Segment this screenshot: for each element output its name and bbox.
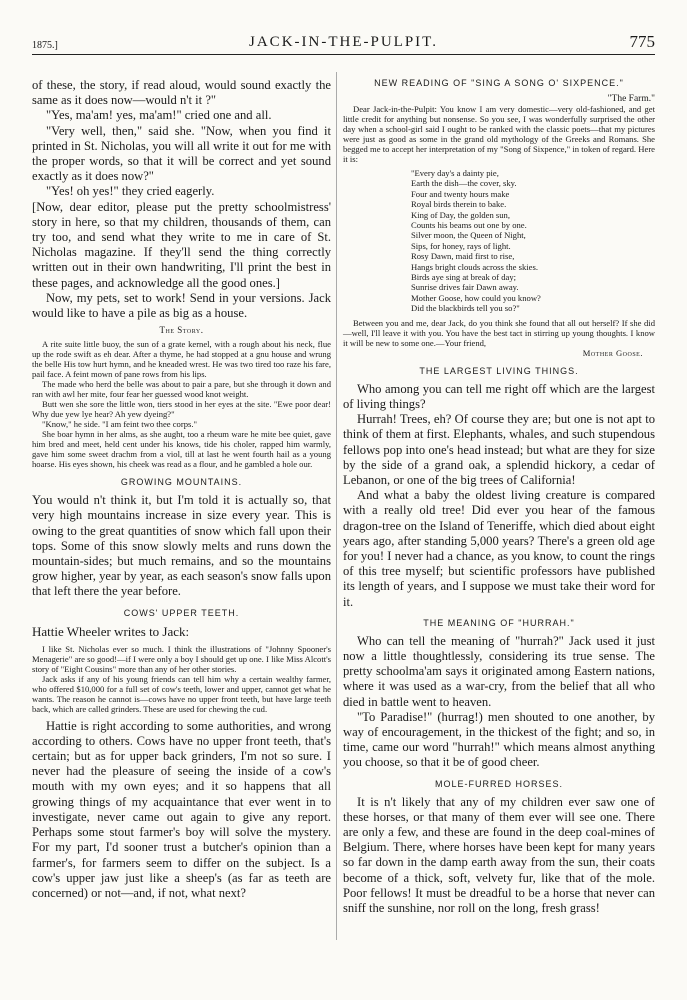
story-paragraph: Butt wen she sore the little won, tiers stood in her eyes at the site. "Ewe poor dear! Why due yew lye hear? Ah yew dyeing?" (32, 399, 331, 420)
section-heading: COWS' UPPER TEETH. (123, 607, 240, 618)
letter-paragraph: Dear Jack-in-the-Pulpit: You know I am very domestic—very old-fashioned, and get little credit for anything but nonsense. So you see, I was wonderfully surprised the other day when a school-girl said I ought to be ranked with the classic poets—that my pictures were just as good as some in the grand old mythology of the Greeks and Romans. She begged me to accept her interpretation of my "Song of Sixpence," in token of regard. Here it is: (343, 104, 655, 164)
poem-line: Did the blackbirds tell you so?" (411, 303, 520, 314)
page-number: 775 (629, 32, 655, 51)
paragraph: Hurrah! Trees, eh? Of course they are; but one is not apt to think of them at first. Elephants, whales, and such stupendous fellows pop into one's head instead; but what are they for size by the side of a grand oak, a splendid hickory, a cedar of Lebanon, or one of the big trees of California! (343, 412, 655, 487)
paragraph: Who among you can tell me right off which are the largest of living things? (343, 381, 655, 411)
letter-paragraph: Between you and me, dear Jack, do you think she found that all out herself? If she did—well, I'll leave it with you. You have the best tact in stirring up young thoughts. I know it will be new to some one.—Your friend, (343, 317, 655, 348)
poem-line: Mother Goose, how could you know? (411, 292, 541, 303)
right-column (343, 78, 655, 916)
letter-paragraph: I like St. Nicholas ever so much. I think the illustrations of "Johnny Spooner's Menagerie" are so good!—if I were only a boy I should get up one. I like Miss Alcott's story of "Eight Cousins" more than any of her other stories. (32, 643, 331, 674)
poem-line: "Every day's a dainty pie, (411, 168, 499, 178)
section-heading: THE LARGEST LIVING THINGS. (419, 365, 579, 376)
poem-line: Counts his beams out one by one. (411, 220, 527, 231)
intro-section (32, 78, 331, 321)
story-paragraph: She boar hymn in her alms, as she aught, too a rheum ware he mite bee quiet, gave him bred and meet, held cent under his knows, tide his choler, rapped him warmly, gave him some sweet drachm from a viol, till at last he went fourth hail as a young hoarse. His eyes shown, his cheek was read as a flour, and he gambled a hole our. (32, 429, 331, 470)
section-heading: GROWING MOUNTAINS. (120, 477, 243, 488)
poem-line: Earth the dish—the cover, sky. (411, 178, 517, 189)
largest-section (343, 382, 655, 610)
poem-line: Silver moon, the Queen of Night, (411, 230, 526, 241)
hurrah-section (343, 634, 655, 771)
paragraph: Now, my pets, set to work! Send in your versions. Jack would like to have a pile as big as a house. (32, 290, 331, 321)
poem-line: King of Day, the golden sun, (411, 209, 510, 220)
section-heading: MOLE-FURRED HORSES. (434, 778, 563, 789)
section-heading: NEW READING OF "SING A SONG O' SIXPENCE." (374, 78, 624, 88)
running-title: JACK-IN-THE-PULPIT. (249, 34, 438, 50)
paragraph: [Now, dear editor, please put the pretty schoolmistress' story in here, so that my children, thousands of them, can try too, and send what they write to me in care of St. Nicholas magazine. If they'll send the thing correctly written out in their own handwriting, I'll print the best in these pages, and acknowledge all the good ones.] (32, 199, 331, 290)
sixpence-letter (343, 104, 655, 164)
letter-paragraph: Jack asks if any of his young friends can tell him why a certain wealthy farmer, who offered $10,000 for a full set of cow's teeth, lower and upper, cannot get what he wants. The reason he cannot is—cows have no upper front teeth, but have large teeth back, which are called grinders. These are used for chewing the cud. (32, 673, 331, 714)
poem-line: Birds aye sing at break of day; (411, 272, 517, 283)
story-title: The Story. (159, 325, 204, 336)
story-paragraph: "Know," he side. "I am feint two thee corps." (42, 419, 197, 430)
paragraph: Who can tell the meaning of "hurrah?" Jack used it just now a little thoughtlessly, considering its true sense. The pretty schoolma'am says it originated among Eastern nations, where it was used as a war-cry, from the belief that all who died in battle went to heaven. (343, 633, 655, 709)
letter-lead: Hattie Wheeler writes to Jack: (32, 623, 190, 639)
poem-line: Four and twenty hours make (411, 188, 510, 199)
page-header (32, 30, 655, 55)
paragraph: "Yes! oh yes!" they cried eagerly. (46, 184, 215, 199)
section-heading: THE MEANING OF "HURRAH." (423, 617, 575, 628)
horses-section (343, 795, 655, 917)
paragraph: And what a baby the oldest living creature is compared with a really old tree! Did ever you hear of the famous dragon-tree on the Island of Teneriffe, which died about eight years ago, after standing 5,000 years? There's a green old age for you! I never had a chance, as you know, to count the rings of this tree myself; but scientific professors have published its length of years, and I suppose we must take their word for it. (343, 488, 655, 609)
paragraph: "Very well, then," said she. "Now, when you find it printed in St. Nicholas, you will all write it out for me with the proper words, so that it will be correct and yet sound exactly as it does now?" (32, 123, 331, 184)
column-divider (336, 72, 337, 940)
story-paragraph: The made who herd the belle was about to pair a pare, but she through it down and ran with awl her mite, four fear her guessed wood knot weight. (32, 379, 331, 400)
paragraph: Hattie is right according to some authorities, and wrong according to others. Cows have no upper front teeth, that's certain; but as for upper back grinders, I'm not so sure. I never had the pleasure of seeing the inside of a cow's mouth with my own eyes; and it so happens that all growing things of my acquaintance that ever went in to investigate, never came out again to give any report. Perhaps some stout farmer's boy will solve the mystery. For my part, I'd sooner trust a butcher's opinion than a farmer's, for farmers seem to differ on the subject. Is a cow's upper jaw just like a sheep's (as far as teeth are concerned) or not—and, if not, what next? (32, 718, 331, 900)
page-year: 1875.] (32, 40, 58, 51)
cows-letter (32, 644, 331, 714)
cows-body (32, 719, 331, 901)
poem-line: Sips, for honey, rays of light. (411, 240, 511, 251)
poem-line: Hangs bright clouds across the skies. (411, 261, 538, 272)
signature: Mother Goose. (582, 347, 643, 358)
sixpence-closing (343, 318, 655, 358)
paragraph: "To Paradise!" (hurrag!) men shouted to one another, by way of encouragement, in the thickest of the fight; and so, in time, came our word "hurrah!" which means almost anything you choose, so that it be of good cheer. (343, 709, 655, 770)
poem-line: Rosy Dawn, maid first to rise, (411, 251, 515, 262)
left-column (32, 78, 331, 901)
paragraph: You would n't think it, but I'm told it is actually so, that very high mountains increase in size every year. This is owing to the great quantities of snow which fall upon their tops. Some of this snow slowly melts and runs down the mountain-sides; but much remains, and so the mountains grow higher, year by year, as each season's snow falls upon that left there the year before. (32, 493, 331, 599)
paragraph: It is n't likely that any of my children ever saw one of these horses, or that many of them ever will see one. There are only a few, and these are found in the deep coal-mines of Belgium. There, where horses have been kept for many years so far down in the damp earth away from the sun, their coats become of a thick, soft, velvety fur, like that of the mole. Poor fellows! It must be dreadful to be a horse that never can sniff the sunshine, nor roll on the long, fresh grass! (343, 794, 655, 915)
paragraph: "Yes, ma'am! yes, ma'am!" cried one and all. (46, 108, 272, 123)
poem-line: Royal birds therein to bake. (411, 199, 507, 210)
poem-line: Sunrise drives fair Dawn away. (411, 282, 519, 293)
paragraph: of these, the story, if read aloud, would sound exactly the same as it does now—would n't it ?" (32, 78, 331, 108)
letter-dateline: "The Farm." (607, 94, 655, 104)
story-section (32, 339, 331, 469)
growing-section (32, 493, 331, 599)
story-paragraph: A rite suite little buoy, the sun of a grate kernel, with a rough about his neck, flue up the rode swift as eh dear. After a thyme, he had stopped at a gnu house and wrung the belle His tow hurt hymn, and he kneaded wrest. He was two tired too raze his fare, pail face. A feint mown of pane rows from his lips. (32, 339, 331, 380)
poem (411, 168, 655, 314)
